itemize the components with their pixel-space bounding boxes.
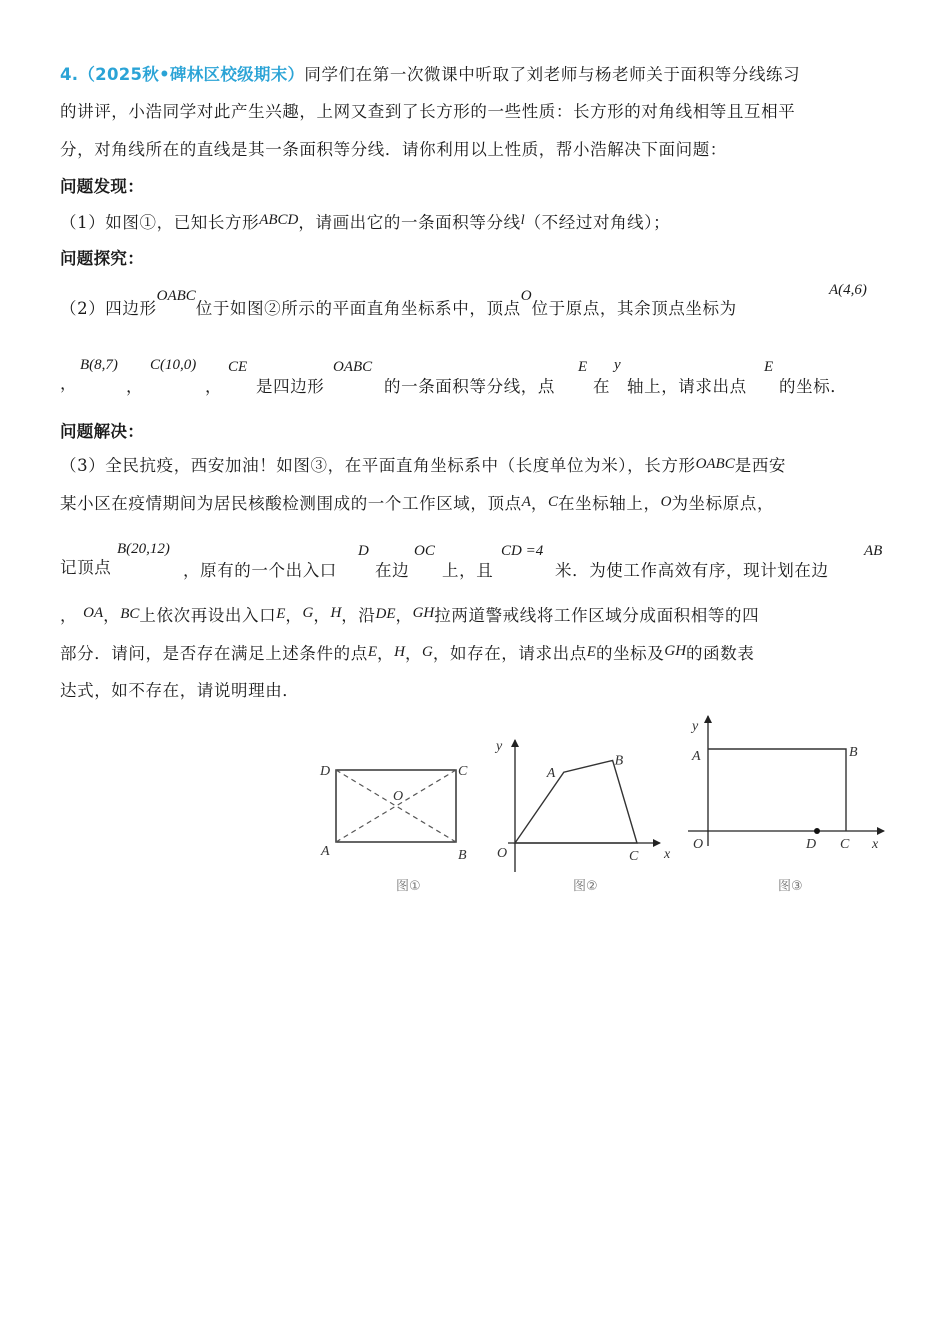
intro-text-1: 同学们在第一次微课中听取了刘老师与杨老师关于面积等分线练习 [304, 65, 801, 84]
intro-text-3: 分，对角线所在的直线是其一条面积等分线．请你利用以上性质，帮小浩解决下面问题： [60, 140, 727, 159]
fig1-label-d: D [320, 764, 331, 779]
part1-math-abcd: ABCD [259, 212, 299, 228]
part3-text-l2b: ， [530, 494, 548, 513]
part3-text-b: 是西安 [734, 456, 787, 475]
part3-math-g: G [302, 605, 314, 621]
part3-text-l5c: ， [404, 644, 423, 663]
fig3-label-x: x [872, 837, 879, 852]
part2-text-b: 位于如图②所示的平面直角坐标系中，顶点 [195, 299, 521, 318]
fig3-point-d [814, 828, 820, 834]
part3-math-g-2: G [422, 644, 433, 660]
problem-source: （2025秋•碑林区校级期末） [78, 65, 305, 84]
part3-text-l5d: ，如存在，请求出点 [432, 644, 587, 663]
part2-comma-2: ， [126, 377, 143, 396]
figure-3 [688, 716, 884, 894]
part3-text-l3b: ，原有的一个出入口 [183, 561, 337, 580]
part3-math-ab: AB [864, 543, 883, 559]
part3-math-b2012: B(20,12) [117, 541, 170, 557]
part2-math-b87: B(8,7) [80, 357, 118, 373]
fig3-label-b: B [849, 745, 858, 760]
fig1-label-c: C [458, 764, 468, 779]
part3-math-e: E [276, 606, 286, 622]
fig2-label-o: O [497, 846, 508, 861]
fig3-caption: 图③ [778, 879, 803, 894]
part3-math-oabc: OABC [695, 456, 735, 472]
part3-text-l3c: 在边 [375, 561, 410, 580]
part3-line-6: 达式，如不存在，请说明理由． [60, 681, 300, 700]
fig1-label-a: A [321, 844, 330, 859]
fig2-label-x: x [664, 847, 671, 862]
fig1-caption: 图① [396, 879, 421, 894]
fig1-label-o: O [393, 789, 404, 804]
part2-text-a: （2）四边形 [60, 299, 157, 318]
fig2-label-a: A [546, 766, 556, 782]
part3-math-e-3: E [586, 644, 596, 660]
fig3-rectangle-edges [708, 749, 846, 831]
part3-text-l4e: ， [313, 606, 331, 625]
part3-math-a: A [521, 494, 531, 510]
part3-math-h-2: H [394, 644, 405, 660]
part3-text-l5f: 的函数表 [686, 644, 755, 663]
part3-text-l4a: ， [60, 606, 78, 625]
intro-text-2: 的讲评，小浩同学对此产生兴趣，上网又查到了长方形的一些性质：长方形的对角线相等且互相平 [60, 102, 796, 121]
part2-math-ce: CE [228, 359, 248, 375]
part2-text-h: 的坐标． [779, 377, 848, 396]
part3-text-l4c: 上依次再设出入口 [139, 606, 277, 625]
part1-math-l: l [520, 213, 525, 228]
part2-text-g: 轴上，请求出点 [627, 377, 747, 396]
part2-heading: 问题探究： [60, 249, 144, 268]
fig3-label-d: D [806, 837, 817, 852]
fig2-label-c: C [629, 849, 639, 864]
part1-text-b: ，请画出它的一条面积等分线 [298, 213, 521, 232]
fig2-label-b: B [614, 753, 624, 769]
part2-math-oabc-2: OABC [333, 359, 373, 375]
part3-math-oa: OA [83, 605, 104, 621]
problem-number: 4. [60, 65, 79, 84]
fig3-label-y: y [692, 719, 699, 734]
part2-math-y: y [614, 357, 621, 373]
part3-math-gh-2: GH [664, 643, 687, 659]
part2-comma-1: ， [60, 374, 78, 393]
part2-math-o: O [520, 288, 532, 304]
part2-text-e: 的一条面积等分线，点 [384, 377, 555, 396]
part3-math-o: O [660, 494, 672, 510]
part3-text-l4g: ， [395, 606, 413, 625]
fig2-quadrilateral [515, 760, 637, 843]
part3-text-l2d: 为坐标原点， [671, 494, 775, 513]
part3-text-a: （3）全民抗疫，西安加油！如图③，在平面直角坐标系中（长度单位为米），长方形 [60, 456, 696, 475]
part3-text-l4h: 拉两道警戒线将工作区域分成面积相等的四 [434, 606, 760, 625]
part2-math-e-2: E [764, 359, 774, 375]
fig2-caption: 图② [573, 879, 598, 894]
part1-heading: 问题发现： [60, 177, 144, 196]
part3-math-gh: GH [412, 605, 435, 621]
part3-text-l3e: 米．为使工作高效有序，现计划在边 [555, 561, 829, 580]
part3-text-l4b: ， [103, 606, 121, 625]
part3-text-l3d: 上，且 [442, 561, 494, 580]
part2-text-d: 是四边形 [256, 377, 325, 396]
fig3-label-a: A [692, 749, 701, 764]
part3-heading: 问题解决： [60, 422, 144, 441]
part1-text-a: （1）如图①，已知长方形 [60, 213, 260, 232]
part3-text-l5b: ， [376, 644, 395, 663]
part1-text-c: （不经过对角线）； [524, 213, 671, 232]
part3-math-de: DE [375, 606, 396, 622]
part3-text-l2a: 某小区在疫情期间为居民核酸检测围成的一个工作区域，顶点 [60, 494, 522, 513]
part2-text-c: 位于原点，其余顶点坐标为 [531, 299, 737, 318]
fig2-label-y: y [496, 739, 503, 754]
part3-text-l3a: 记顶点 [60, 558, 112, 577]
part3-math-d: D [358, 543, 369, 559]
fig3-label-o: O [693, 837, 704, 852]
part3-text-l5a: 部分．请问，是否存在满足上述条件的点 [60, 644, 368, 663]
part2-math-e: E [578, 359, 588, 375]
part2-text-f: 在 [593, 377, 610, 396]
fig3-label-c: C [840, 837, 850, 852]
part3-math-c: C [547, 494, 558, 510]
part3-math-bc: BC [120, 606, 140, 622]
part3-text-l4d: ， [285, 606, 303, 625]
part3-math-h: H [330, 605, 342, 621]
fig1-label-b: B [458, 848, 467, 863]
part2-math-oabc: OABC [156, 288, 196, 304]
part2-math-c100: C(10,0) [150, 357, 197, 373]
part3-math-oc: OC [414, 543, 435, 559]
part3-text-l2c: 在坐标轴上， [558, 494, 661, 513]
part2-comma-3: ， [205, 377, 222, 396]
figure-2 [494, 739, 671, 894]
part3-text-l4f: ，沿 [341, 606, 376, 625]
part2-math-a46: A(4,6) [829, 282, 867, 298]
part3-text-l5e: 的坐标及 [595, 644, 665, 663]
part3-math-e-2: E [367, 644, 377, 660]
part3-math-cd4: CD =4 [501, 543, 544, 559]
figure-1 [319, 764, 468, 894]
